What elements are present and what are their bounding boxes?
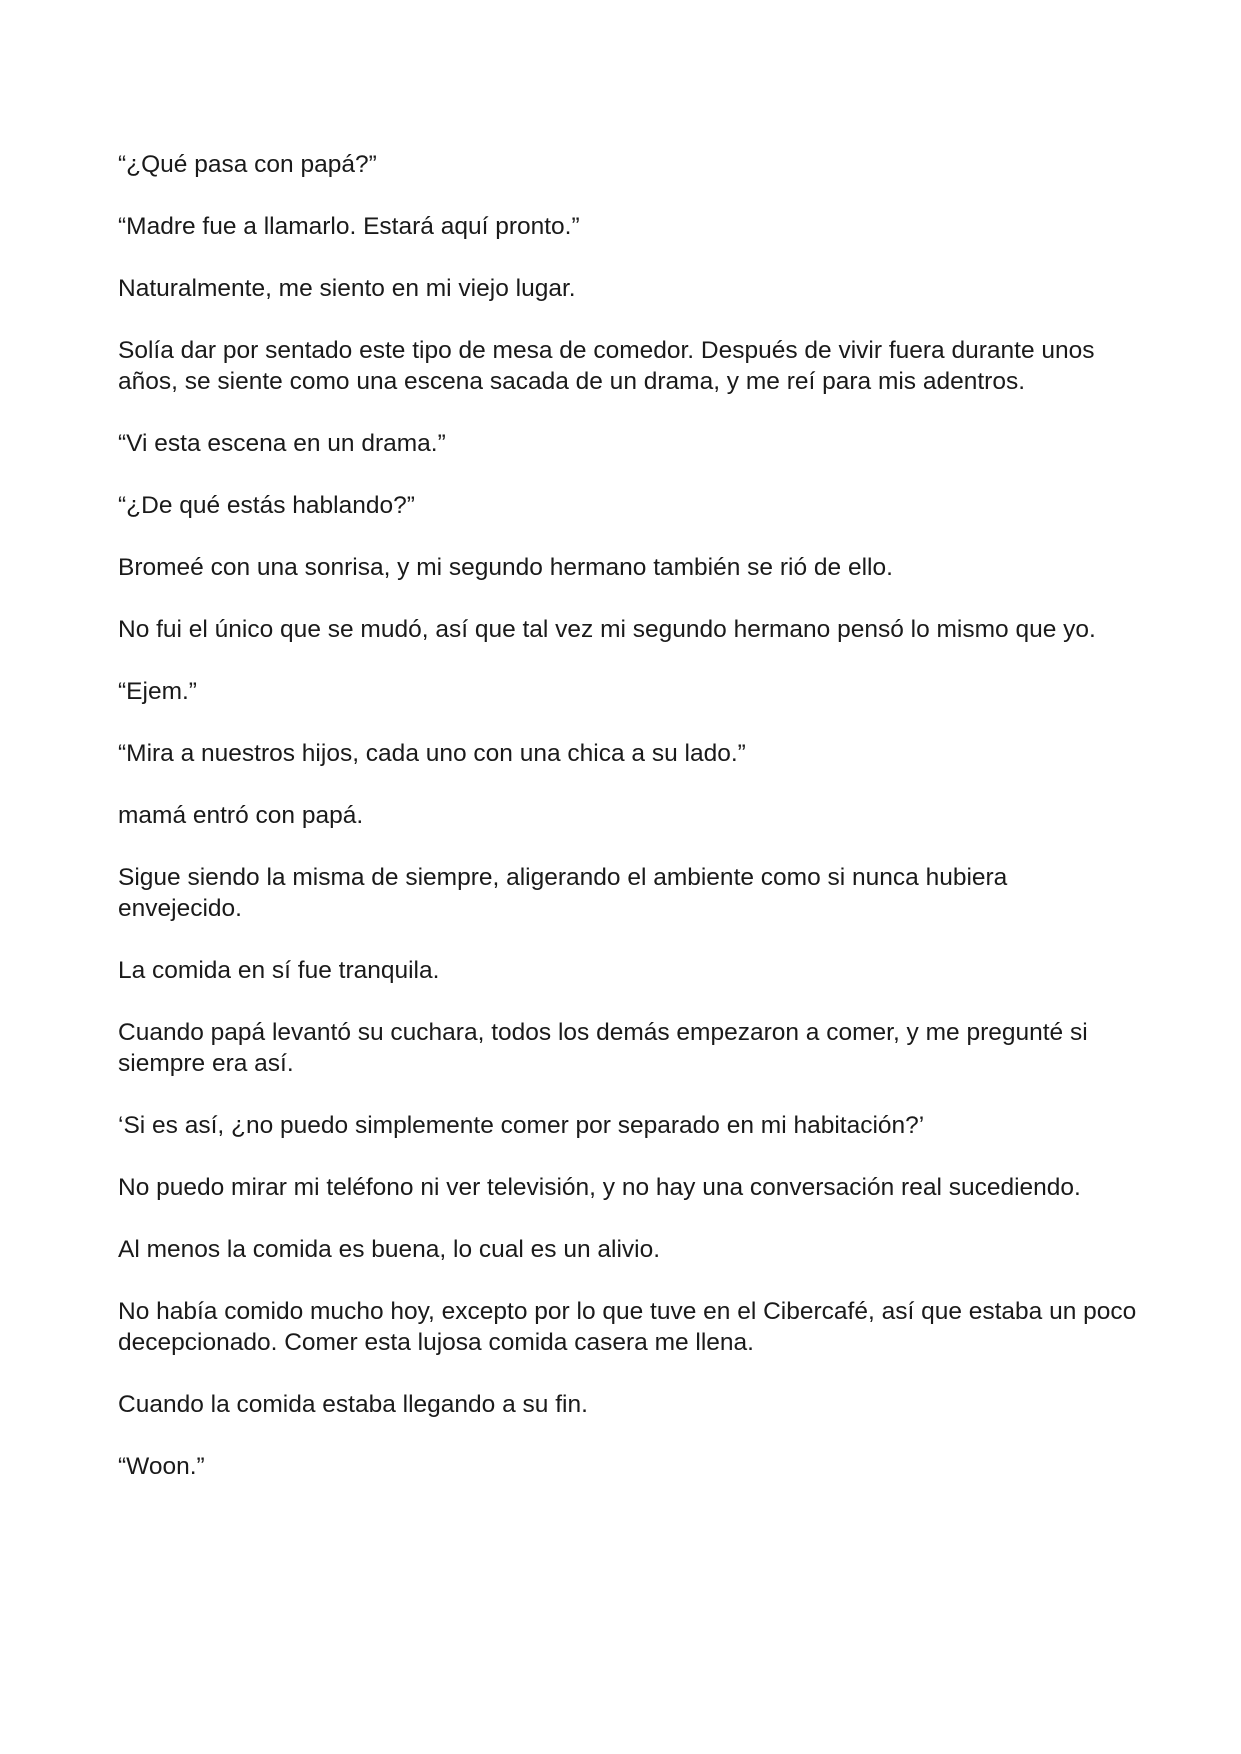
paragraph: Naturalmente, me siento en mi viejo lugar. bbox=[118, 275, 576, 302]
paragraph: “¿Qué pasa con papá?” bbox=[118, 151, 377, 178]
paragraph: Solía dar por sentado este tipo de mesa de comedor. Después de vivir fuera durante unos años, se siente como una escena sacada de un drama, y me reí para mis adentros. bbox=[118, 337, 1095, 395]
paragraph: No fui el único que se mudó, así que tal vez mi segundo hermano pensó lo mismo que yo. bbox=[118, 616, 1096, 643]
paragraph: “Mira a nuestros hijos, cada uno con una chica a su lado.” bbox=[118, 740, 746, 767]
paragraph: Cuando papá levantó su cuchara, todos los demás empezaron a comer, y me pregunté si siempre era así. bbox=[118, 1019, 1088, 1077]
paragraph: ‘Si es así, ¿no puedo simplemente comer por separado en mi habitación?’ bbox=[118, 1112, 925, 1139]
paragraph: “Madre fue a llamarlo. Estará aquí pronto.” bbox=[118, 213, 580, 240]
paragraph: Cuando la comida estaba llegando a su fin. bbox=[118, 1391, 588, 1418]
paragraph: “¿De qué estás hablando?” bbox=[118, 492, 415, 519]
paragraph: “Ejem.” bbox=[118, 678, 197, 705]
paragraph: Bromeé con una sonrisa, y mi segundo hermano también se rió de ello. bbox=[118, 554, 893, 581]
paragraph: “Woon.” bbox=[118, 1453, 205, 1480]
paragraph: Sigue siendo la misma de siempre, aligerando el ambiente como si nunca hubiera envejecido. bbox=[118, 864, 1008, 922]
paragraph: “Vi esta escena en un drama.” bbox=[118, 430, 446, 457]
paragraph: La comida en sí fue tranquila. bbox=[118, 957, 440, 984]
document-body bbox=[118, 149, 1138, 1513]
paragraph: mamá entró con papá. bbox=[118, 802, 364, 829]
paragraph: No puedo mirar mi teléfono ni ver televisión, y no hay una conversación real sucediendo. bbox=[118, 1174, 1081, 1201]
paragraph: Al menos la comida es buena, lo cual es un alivio. bbox=[118, 1236, 661, 1263]
paragraph: No había comido mucho hoy, excepto por lo que tuve en el Cibercafé, así que estaba un poco decepcionado. Comer esta lujosa comida casera me llena. bbox=[118, 1298, 1137, 1356]
